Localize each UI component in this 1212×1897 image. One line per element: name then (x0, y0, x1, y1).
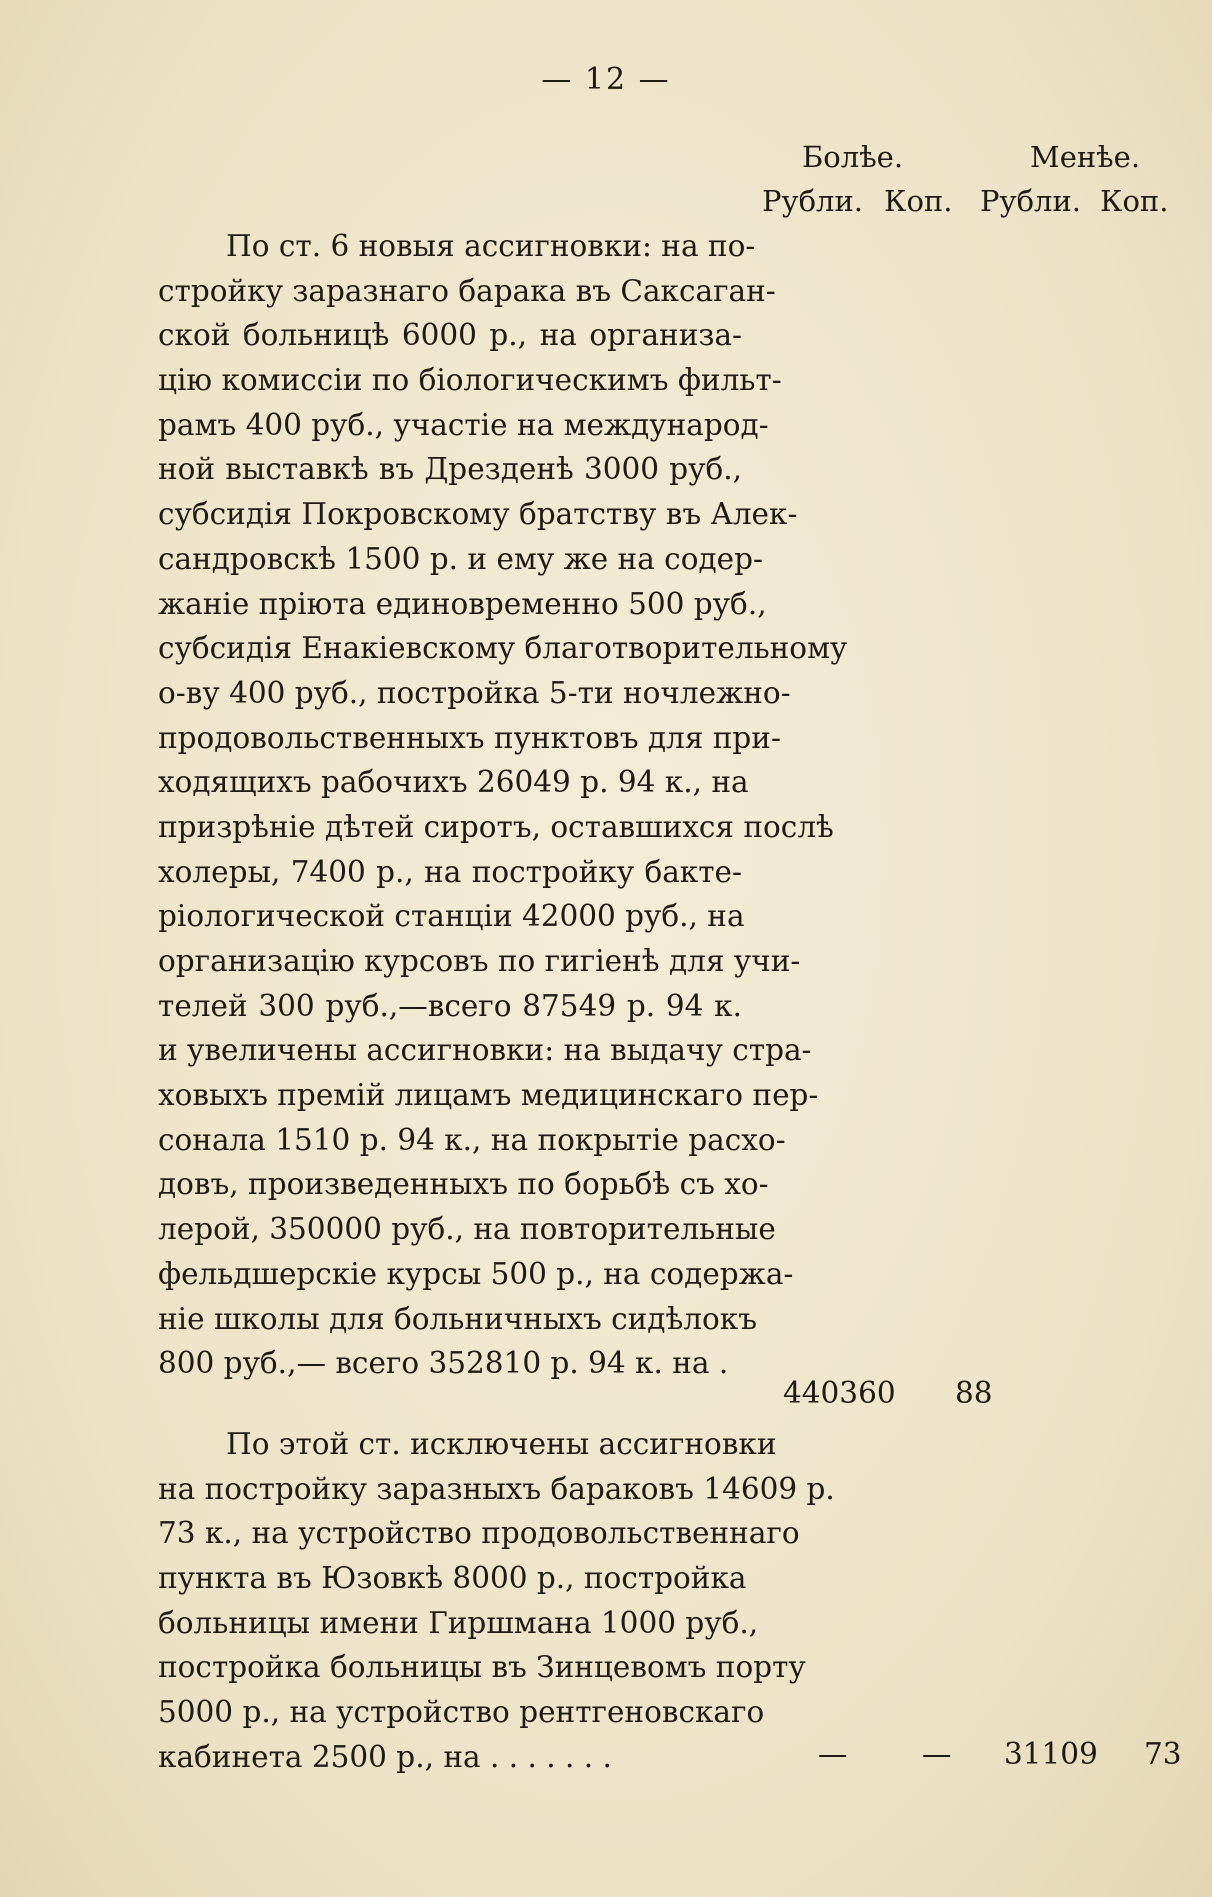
amount-less-rubles: 31109 (1004, 1737, 1098, 1771)
text-line: постройка больницы въ Зинцевомъ порту (158, 1650, 806, 1685)
paragraph-exclusions (158, 1422, 835, 1780)
text-line: По ст. 6 новыя ассигновки: на по- (226, 229, 756, 263)
amount-less-kopecks: 73 (1144, 1737, 1182, 1771)
amount-more-rubles-dash: — (818, 1737, 848, 1771)
text-line: ніе школы для больничныхъ сидѣлокъ (158, 1301, 757, 1336)
text-line: фельдшерскіе курсы 500 р., на содержа- (158, 1256, 794, 1291)
text-line: пункта въ Юзовкѣ 8000 р., постройка (158, 1561, 747, 1596)
paragraph-increases (158, 224, 848, 1386)
text-line: продовольственныхъ пунктовъ для при- (158, 720, 781, 755)
text-line: на постройку заразныхъ бараковъ 14609 р. (158, 1471, 835, 1506)
text-line: цію комиссіи по біологическимъ фильт- (158, 363, 782, 398)
amount-more-kopecks: 88 (955, 1376, 993, 1410)
text-line: ріологической станціи 42000 руб., на (158, 899, 745, 934)
amount-more-rubles: 440360 (783, 1376, 896, 1410)
text-line: телей 300 руб.,—всего 87549 р. 94 к. (158, 988, 742, 1023)
column-header-more: Болѣе. (802, 140, 904, 174)
column-subheader-less-kopecks: Коп. (1100, 184, 1169, 218)
text-line: По этой ст. исключены ассигновки (226, 1427, 777, 1461)
column-subheader-less-rubles: Рубли. (980, 184, 1082, 218)
text-line: 5000 р., на устройство рентгеновскаго (158, 1695, 765, 1730)
text-line: ской больницѣ 6000 р., на организа- (158, 318, 742, 353)
text-line: стройку заразнаго барака въ Саксаган- (158, 273, 776, 308)
text-line: довъ, произведенныхъ по борьбѣ съ хо- (158, 1167, 769, 1202)
text-line: лерой, 350000 руб., на повторительные (158, 1212, 776, 1247)
text-line: 800 руб.,— всего 352810 р. 94 к. на . (158, 1346, 729, 1381)
text-line: рамъ 400 руб., участіе на международ- (158, 407, 769, 442)
text-line: организацію курсовъ по гигіенѣ для учи- (158, 944, 801, 978)
text-line: больницы имени Гиршмана 1000 руб., (158, 1605, 759, 1640)
text-line: ной выставкѣ въ Дрезденѣ 3000 руб., (158, 452, 742, 487)
text-line: призрѣніе дѣтей сиротъ, оставшихся послѣ (158, 809, 834, 844)
text-line: ходящихъ рабочихъ 26049 р. 94 к., на (158, 765, 749, 800)
column-header-less: Менѣе. (1030, 140, 1141, 174)
text-line: субсидія Енакіевскому благотворительному (158, 631, 848, 666)
text-line: сандровскѣ 1500 р. и ему же на содер- (158, 541, 763, 576)
text-line: сонала 1510 р. 94 к., на покрытіе расхо- (158, 1122, 786, 1157)
page-number: — 12 — (541, 62, 671, 97)
text-line: ховыхъ премій лицамъ медицинскаго пер- (158, 1078, 819, 1113)
column-subheader-more-rubles: Рубли. (762, 184, 864, 218)
text-line: о-ву 400 руб., постройка 5-ти ночлежно- (158, 675, 791, 710)
text-line: кабинета 2500 р., на . . . . . . . (158, 1739, 612, 1774)
text-line: и увеличены ассигновки: на выдачу стра- (158, 1033, 812, 1068)
text-line: 73 к., на устройство продовольственнаго (158, 1516, 800, 1551)
text-line: холеры, 7400 р., на постройку бакте- (158, 854, 742, 889)
amount-more-kopecks-dash: — (922, 1737, 952, 1771)
text-line: жаніе пріюта единовременно 500 руб., (158, 586, 767, 621)
text-line: субсидія Покровскому братству въ Алек- (158, 497, 798, 532)
column-subheader-more-kopecks: Коп. (884, 184, 953, 218)
